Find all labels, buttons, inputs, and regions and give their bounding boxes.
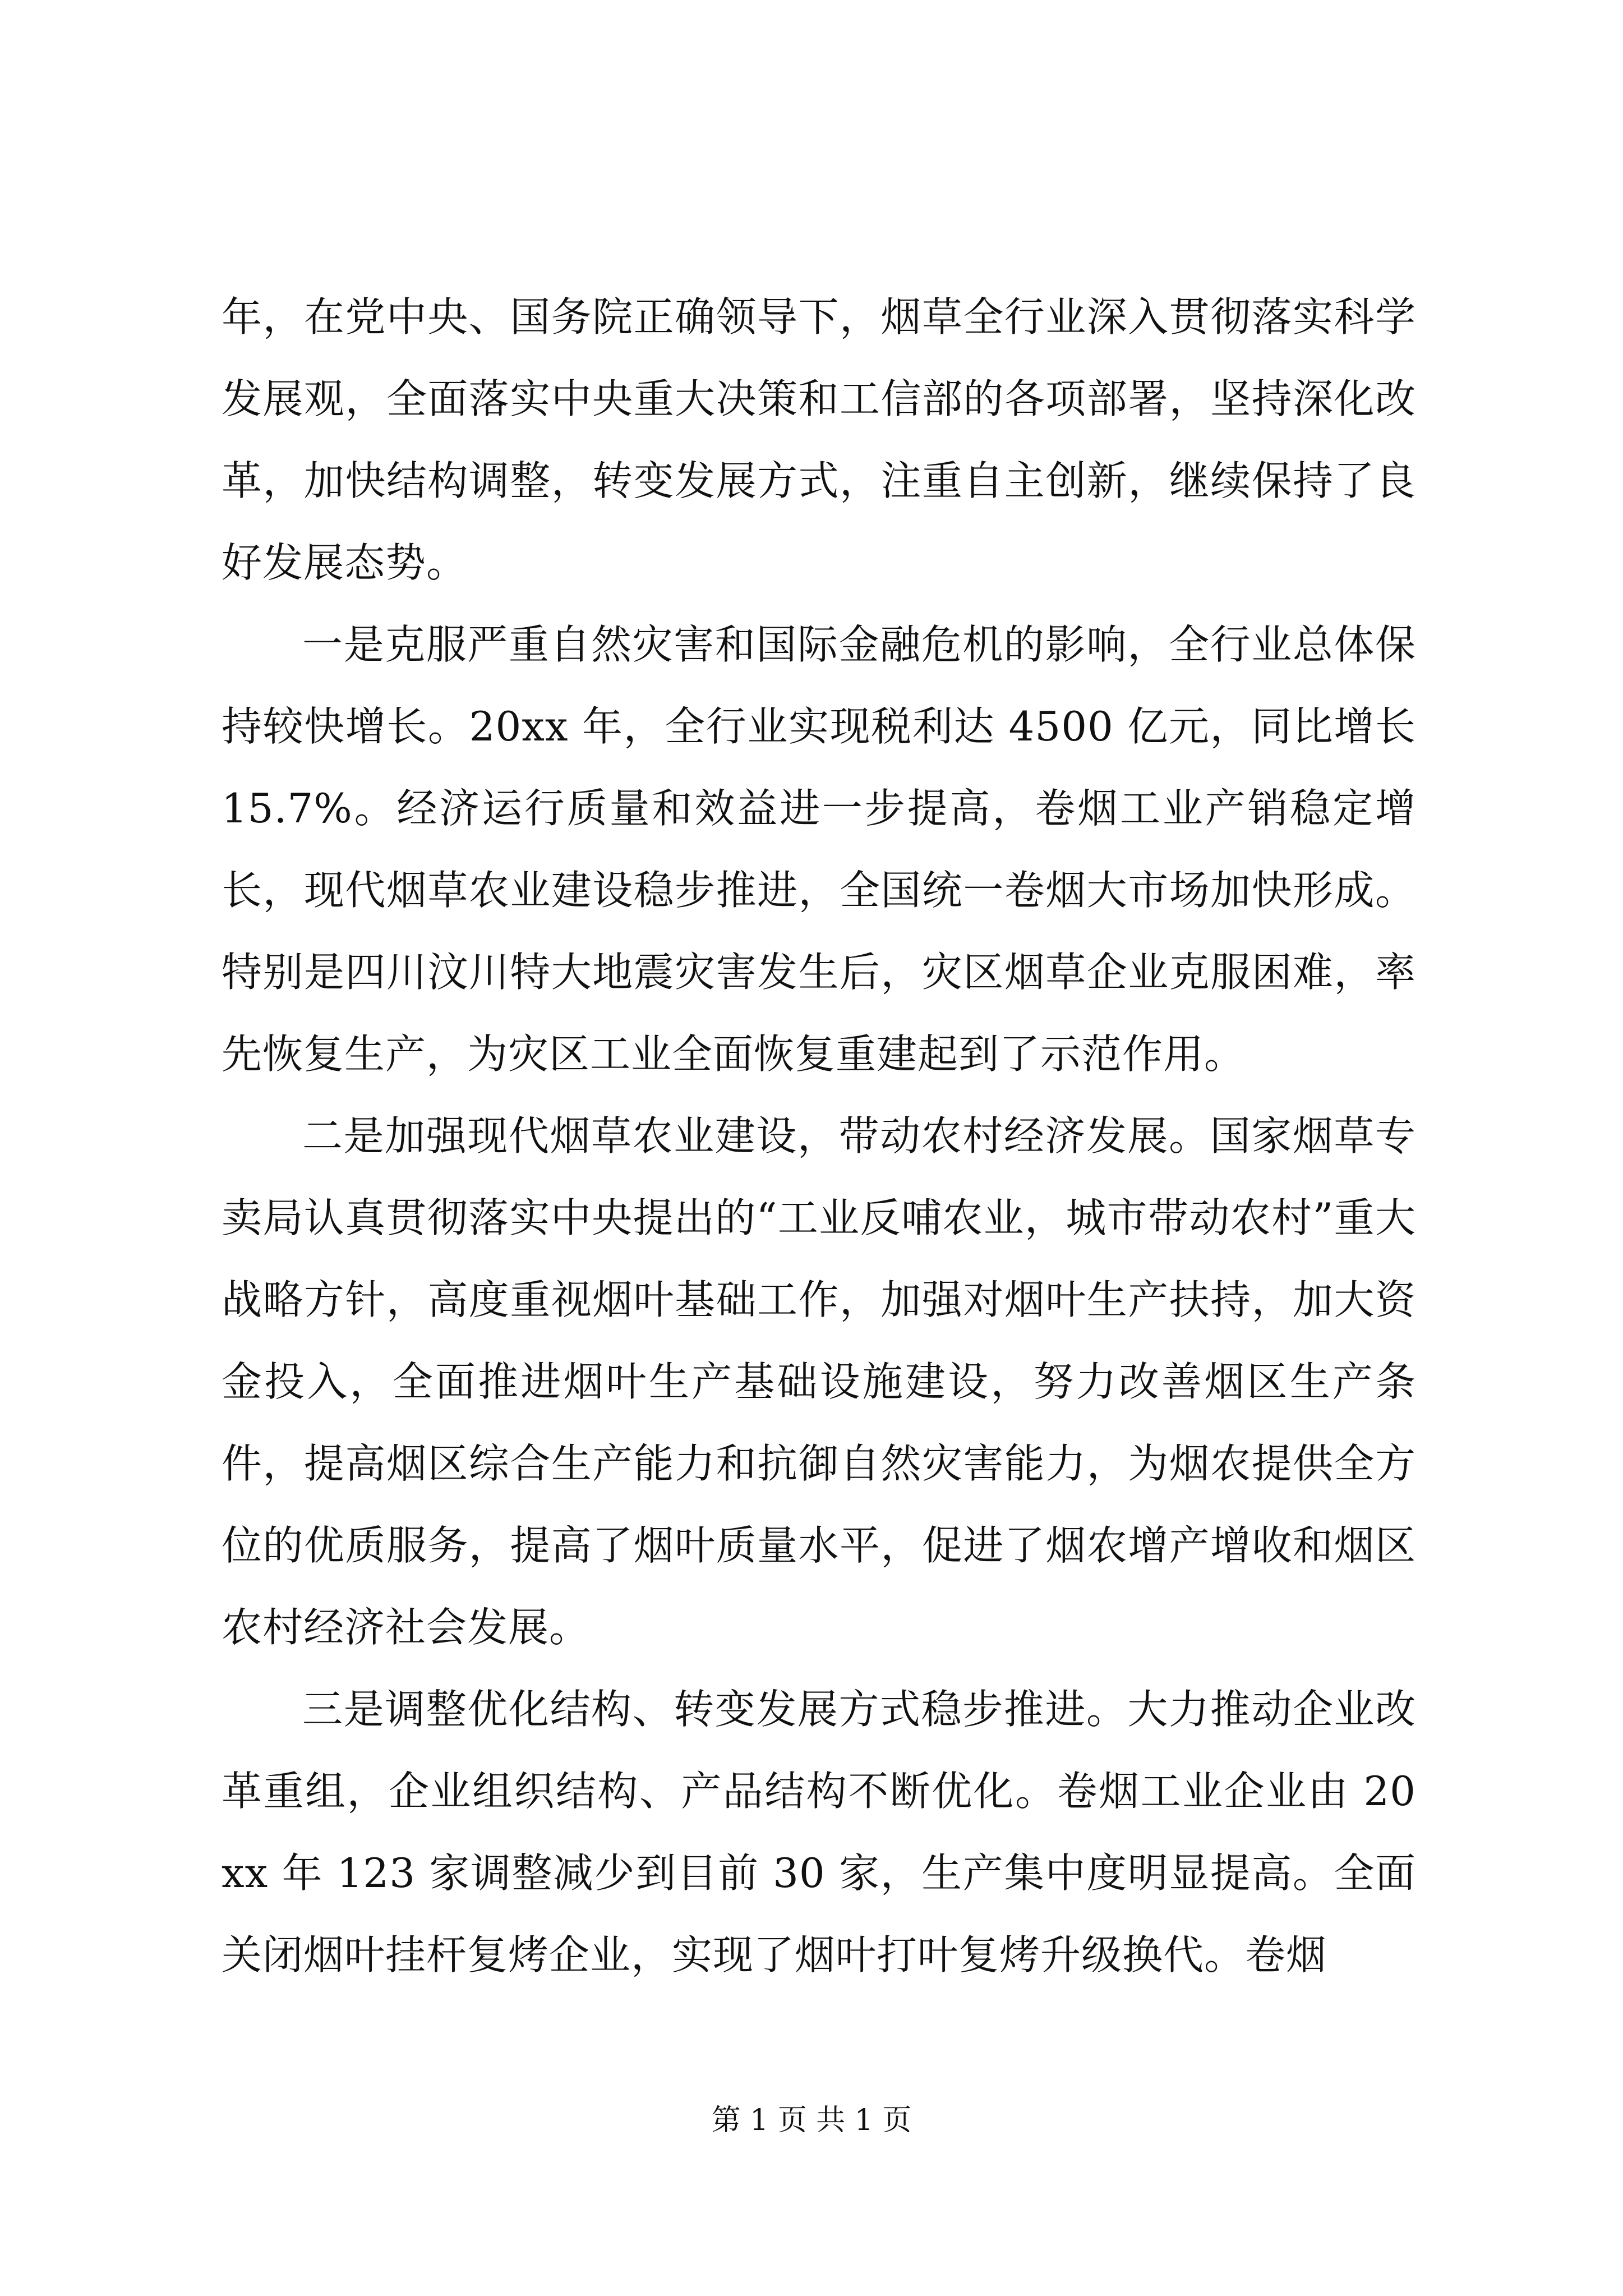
document-body	[222, 276, 1416, 1996]
paragraph-intro: 年，在党中央、国务院正确领导下，烟草全行业深入贯彻落实科学发展观，全面落实中央重大决策和工信部的各项部署，坚持深化改革，加快结构调整，转变发展方式，注重自主创新，继续保持了良好发展态势。	[222, 293, 1416, 586]
paragraph-point-three: 三是调整优化结构、转变发展方式稳步推进。大力推动企业改革重组，企业组织结构、产品结构不断优化。卷烟工业企业由 20xx 年 123 家调整减少到目前 30 家，生产集中度明显提高。全面关闭烟叶挂杆复烤企业，实现了烟叶打叶复烤升级换代。卷烟	[222, 1686, 1416, 1978]
page-footer: 第 1 页 共 1 页	[711, 2104, 912, 2137]
paragraph-point-two: 二是加强现代烟草农业建设，带动农村经济发展。国家烟草专卖局认真贯彻落实中央提出的“工业反哺农业，城市带动农村”重大战略方针，高度重视烟叶基础工作，加强对烟叶生产扶持，加大资金投入，全面推进烟叶生产基础设施建设，努力改善烟区生产条件，提高烟区综合生产能力和抗御自然灾害能力，为烟农提供全方位的优质服务，提高了烟叶质量水平，促进了烟农增产增收和烟区农村经济社会发展。	[222, 1112, 1416, 1651]
paragraph-point-one: 一是克服严重自然灾害和国际金融危机的影响，全行业总体保持较快增长。20xx 年，全行业实现税利达 4500 亿元，同比增长 15.7%。经济运行质量和效益进一步提高，卷烟工业产销稳定增长，现代烟草农业建设稳步推进，全国统一卷烟大市场加快形成。特别是四川汶川特大地震灾害发生后，灾区烟草企业克服困难，率先恢复生产，为灾区工业全面恢复重建起到了示范作用。	[222, 621, 1416, 1078]
